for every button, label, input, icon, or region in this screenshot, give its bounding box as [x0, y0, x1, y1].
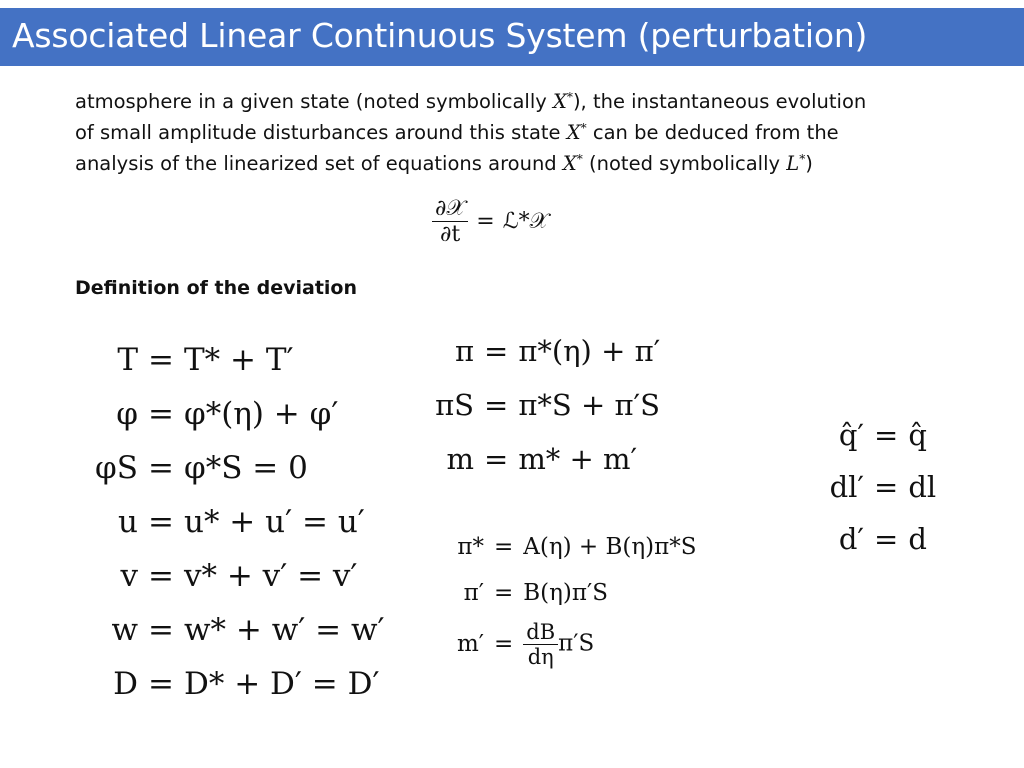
equation-rhs: π*(η) + π′	[518, 334, 661, 368]
equation-rhs: q̂	[908, 418, 927, 452]
equals-sign: =	[484, 442, 509, 476]
equation-row	[82, 610, 385, 650]
equation-row	[82, 556, 357, 596]
intro-text: (noted symbolically	[582, 152, 787, 175]
equals-sign: =	[874, 470, 899, 504]
equation-lhs: πS	[435, 388, 474, 422]
equals-sign: =	[148, 504, 174, 540]
equation-rhs: dl	[908, 470, 937, 504]
equation-lhs: φ	[116, 396, 138, 432]
intro-text: atmosphere in a given state (noted symbolically	[75, 90, 554, 113]
slide-title: Associated Linear Continuous System (perturbation)	[12, 16, 868, 55]
equals-sign: =	[494, 580, 514, 606]
title-bar	[0, 8, 1024, 66]
fraction-denominator: ∂t	[440, 222, 461, 248]
equation-row	[428, 620, 594, 669]
equation-lhs: d′	[838, 522, 864, 556]
fraction-numerator: ∂𝒳	[435, 196, 466, 221]
equals-sign: =	[494, 630, 514, 657]
equation-lhs: dl′	[829, 470, 864, 504]
equation-lhs: D	[113, 666, 138, 702]
equation-rhs: d	[908, 522, 927, 556]
main-equation	[432, 196, 549, 248]
equals-sign: =	[874, 418, 899, 452]
equation-row	[812, 470, 936, 504]
equation-lhs: π*	[457, 534, 484, 560]
equation-lhs: π′	[463, 580, 484, 606]
equals-sign: =	[148, 342, 174, 378]
intro-text: )	[805, 152, 813, 175]
equation-lhs: π	[454, 334, 474, 368]
equation-row	[82, 502, 365, 542]
equation-row	[82, 448, 308, 488]
equation-row	[812, 418, 927, 452]
equals-sign: =	[148, 612, 174, 648]
equation-rhs: T* + T′	[183, 342, 294, 378]
intro-paragraph	[75, 86, 955, 179]
derivative-fraction	[523, 620, 558, 669]
equation-lhs: q̂′	[838, 418, 864, 452]
equals-sign: =	[494, 534, 514, 560]
intro-line-1	[75, 86, 955, 117]
equals-sign: =	[148, 666, 174, 702]
fraction-numerator: dB	[526, 620, 556, 644]
equation-row	[812, 522, 927, 556]
equals-sign: =	[476, 209, 495, 235]
equation-row	[428, 534, 697, 560]
equation-rhs: u* + u′ = u′	[183, 504, 365, 540]
equation-rhs: π*S + π′S	[518, 388, 660, 422]
equals-sign: =	[484, 334, 509, 368]
equation-rhs: π′S	[558, 630, 595, 657]
intro-text: analysis of the linearized set of equations around	[75, 152, 563, 175]
equation-row	[428, 334, 660, 368]
intro-text: can be deduced from the	[586, 121, 839, 144]
equation-rhs: A(η) + B(η)π*S	[523, 534, 697, 560]
section-heading: Definition of the deviation	[75, 277, 357, 299]
equation-rhs: B(η)π′S	[523, 580, 609, 606]
equation-row	[82, 340, 294, 380]
intro-line-2	[75, 117, 955, 148]
equation-rhs: D* + D′ = D′	[183, 666, 380, 702]
symbol-l: L*	[786, 151, 806, 175]
equation-rhs: ℒ*𝒳	[502, 209, 549, 235]
intro-line-3	[75, 148, 955, 179]
fraction-denominator: dη	[527, 645, 554, 670]
equation-lhs: φS	[95, 450, 138, 486]
symbol-x: X*	[562, 151, 583, 175]
equation-rhs: v* + v′ = v′	[183, 558, 358, 594]
equation-row	[428, 388, 660, 422]
equals-sign: =	[484, 388, 509, 422]
equals-sign: =	[148, 450, 174, 486]
equation-lhs: T	[117, 342, 138, 378]
partial-derivative-fraction	[432, 196, 468, 248]
equation-rhs: φ*(η) + φ′	[183, 396, 339, 432]
symbol-x: X*	[566, 120, 587, 144]
equation-lhs: v	[120, 558, 138, 594]
equation-row	[428, 442, 637, 476]
equation-lhs: m′	[456, 630, 484, 657]
equation-row	[82, 394, 338, 434]
equation-row	[82, 664, 380, 704]
equals-sign: =	[874, 522, 899, 556]
symbol-x: X*	[553, 89, 573, 113]
equation-rhs: w* + w′ = w′	[183, 612, 385, 648]
equation-lhs: w	[111, 612, 138, 648]
equation-lhs: u	[118, 504, 138, 540]
intro-text: of small amplitude disturbances around this state	[75, 121, 567, 144]
equation-rhs: φ*S = 0	[183, 450, 308, 486]
equation-row	[428, 580, 608, 606]
equation-lhs: m	[446, 442, 474, 476]
equals-sign: =	[148, 396, 174, 432]
equation-rhs: m* + m′	[518, 442, 638, 476]
equals-sign: =	[148, 558, 174, 594]
intro-text: ), the instantaneous evolution	[572, 90, 867, 113]
